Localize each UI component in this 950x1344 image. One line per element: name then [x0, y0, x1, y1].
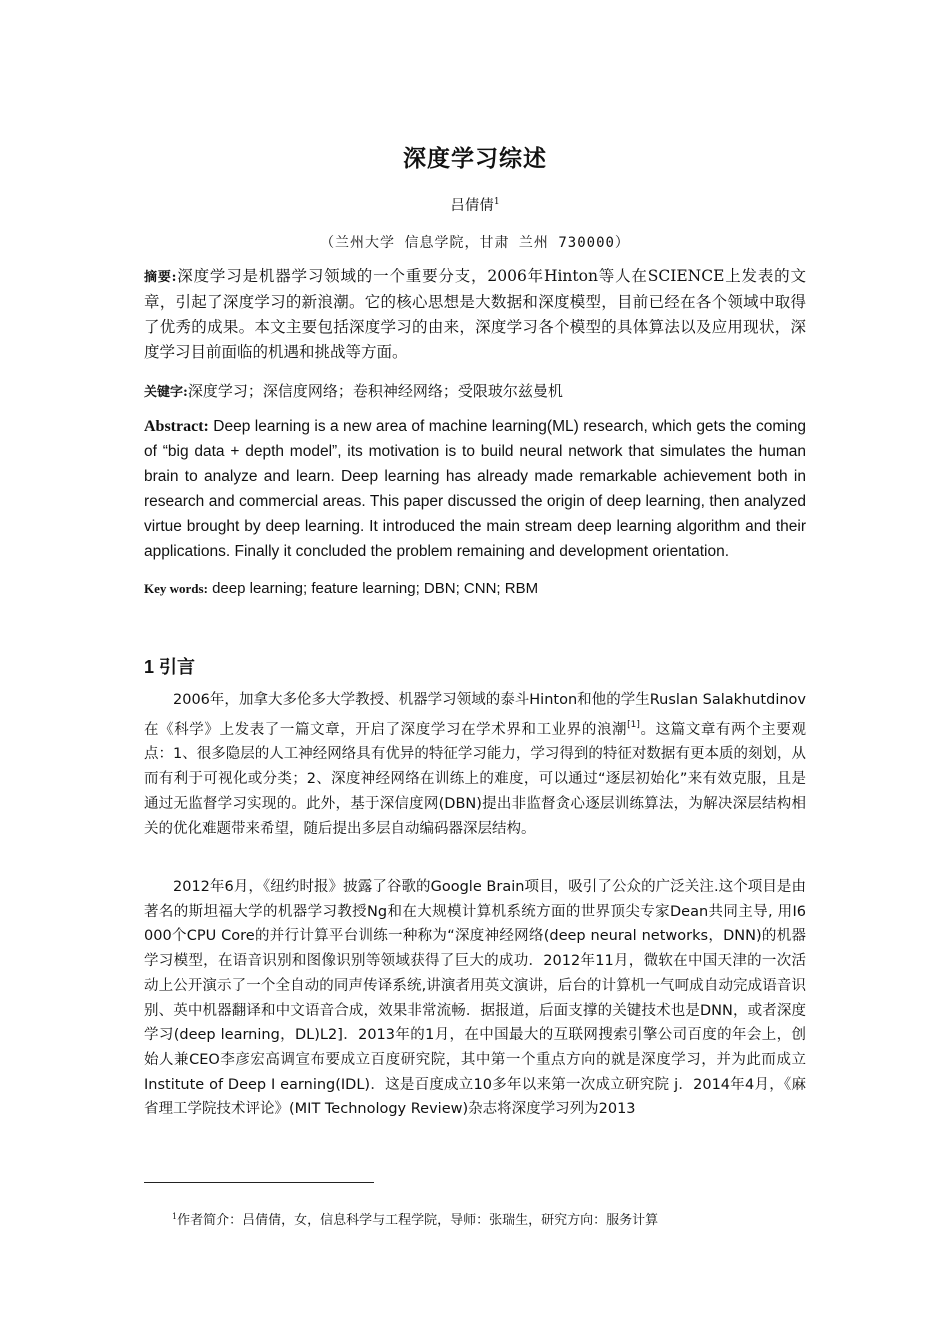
keywords-en-text: deep learning; feature learning; DBN; CNN; RBM — [207, 580, 539, 597]
author-footnote — [172, 1209, 658, 1228]
footnote-mark: 1 — [172, 1212, 178, 1221]
affiliation: （兰州大学 信息学院，甘肃 兰州 730000） — [320, 235, 630, 251]
keywords-en-label: Key words: — [144, 581, 208, 596]
keywords-en — [144, 577, 806, 601]
abstract-cn — [144, 264, 806, 365]
abstract-cn-label: 摘要: — [144, 270, 177, 285]
abstract-en-text: Deep learning is a new area of machine learning(ML) research, which gets the coming of “big data + depth model”, its motivation is to build neural network that simulates the human brain to analyze and learn. Deep learning has already made remarkable achievement both in research and commercial areas. This paper discussed the origin of deep learning, then analyzed virtue brought by deep learning. It introduced the main stream deep learning algorithm and their applications. Finally it concluded the problem remaining and development orientation. — [144, 418, 806, 560]
intro-paragraph-2: 2012年6月，《纽约时报》披露了谷歌的Google Brain项目，吸引了公众的广泛关注.这个项目是由著名的斯坦福大学的机器学习教授Ng和在大规模计算机系统方面的世界顶尖专家Dean共同主导, 用I6 000个CPU Core的并行计算平台训练一种称为“深度神经网络(deep neural networks，DNN)的机器学习模型，在语音识别和图像识别等领域获得了巨大的成功．2012年11月，微软在中国天津的一次活动上公开演示了一个全自动的同声传译系统,讲演者用英文演讲，后台的计算机一气呵成自动完成语音识别、英中机器翻译和中文语音合成，效果非常流畅．据报道，后面支撑的关键技术也是DNN，或者深度学习(deep learning，DL)L2]．2013年的1月，在中国最大的互联网搜索引擎公司百度的年会上，创始人兼CEO李彦宏高调宣布要成立百度研究院，其中第一个重点方向的就是深度学习，并为此而成立Institute of Deep I earning(IDL)．这是百度成立10多年以来第一次成立研究院 j．2014年4月，《麻省理工学院技术评论》(MIT Technology Review)杂志将深度学习列为2013 — [144, 879, 806, 1118]
intro-p1-part-a: 2006年，加拿大多伦多大学教授、机器学习领域的泰斗Hinton和他的学生Ruslan Salakhutdinov在《科学》上发表了一篇文章，开启了深度学习在学术界和工业界的浪潮 — [144, 692, 806, 738]
citation-ref-1: [1] — [627, 719, 640, 730]
abstract-cn-text: 深度学习是机器学习领域的一个重要分支，2006年Hinton等人在SCIENCE上发表的文章，引起了深度学习的新浪潮。它的核心思想是大数据和深度模型，目前已经在各个领域中取得了优秀的成果。本文主要包括深度学习的由来，深度学习各个模型的具体算法以及应用现状，深度学习目前面临的机遇和挑战等方面。 — [144, 267, 806, 361]
author-line — [0, 194, 950, 215]
keywords-cn — [144, 379, 806, 405]
intro-p1-part-b: 。这篇文章有两个主要观点：1、很多隐层的人工神经网络具有优异的特征学习能力，学习得到的特征对数据有更本质的刻划，从而有利于可视化或分类；2、深度神经网络在训练上的难度，可以通过“逐层初始化”来有效克服，且是通过无监督学习实现的。此外，基于深信度网(DBN)提出非监督贪心逐层训练算法，为解决深层结构相关的优化难题带来希望，随后提出多层自动编码器深层结构。 — [144, 721, 807, 837]
footnote-text: 作者简介：吕倩倩，女，信息科学与工程学院，导师：张瑞生，研究方向：服务计算 — [177, 1213, 659, 1228]
keywords-cn-text: 深度学习；深信度网络；卷积神经网络；受限玻尔兹曼机 — [187, 382, 563, 400]
author-footnote-mark: 1 — [493, 197, 500, 207]
author-name: 吕倩倩 — [450, 198, 494, 214]
footnote-separator — [144, 1182, 374, 1183]
abstract-en-label: Abstract: — [144, 418, 209, 435]
section-1-heading: 1 引言 — [144, 657, 196, 677]
keywords-cn-label: 关键字: — [144, 385, 188, 400]
abstract-en — [144, 414, 806, 564]
intro-paragraph-1 — [144, 688, 806, 841]
paper-title: 深度学习综述 — [403, 145, 547, 172]
